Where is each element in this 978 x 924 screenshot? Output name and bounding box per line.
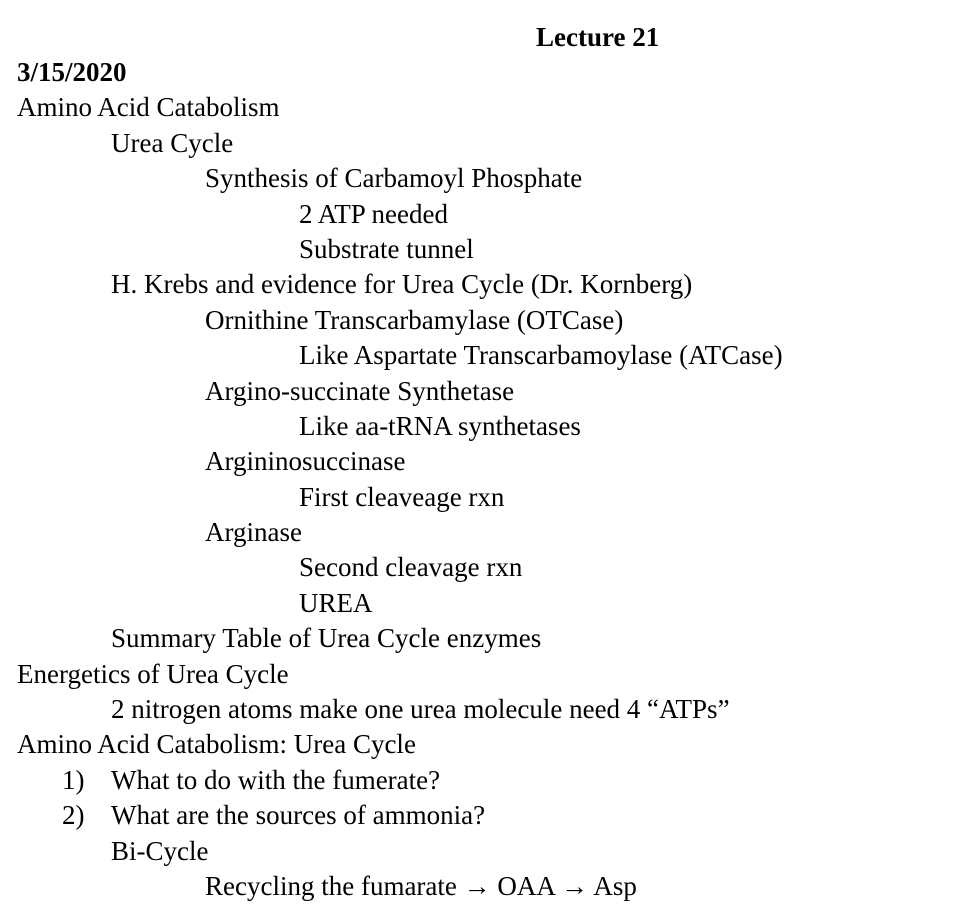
outline-item: Argininosuccinase xyxy=(205,446,406,477)
list-number: 1) xyxy=(62,764,85,795)
outline-item: 2 nitrogen atoms make one urea molecule need 4 “ATPs” xyxy=(111,694,730,725)
outline-item: Like aa-tRNA synthetases xyxy=(299,410,581,441)
lecture-date: 3/15/2020 xyxy=(17,57,127,87)
numbered-item-text: What to do with the fumerate? xyxy=(111,764,441,795)
outline-item: 2 ATP needed xyxy=(299,198,448,229)
outline-item: Amino Acid Catabolism: Urea Cycle xyxy=(17,729,416,760)
outline-item: Recycling the fumarate → OAA → Asp xyxy=(205,870,637,901)
outline-item: First cleaveage rxn xyxy=(299,481,505,512)
outline-item: Ornithine Transcarbamylase (OTCase) xyxy=(205,304,624,335)
outline-item: Energetics of Urea Cycle xyxy=(17,658,289,689)
outline-item: Second cleavage rxn xyxy=(299,552,523,583)
outline-item: Synthesis of Carbamoyl Phosphate xyxy=(205,163,583,194)
notes-outline xyxy=(0,55,978,904)
numbered-item xyxy=(0,763,978,798)
outline-item: Bi-Cycle xyxy=(111,835,209,866)
outline-item: Urea Cycle xyxy=(111,127,234,158)
outline-item: UREA xyxy=(299,587,373,618)
outline-item: Substrate tunnel xyxy=(299,233,474,264)
numbered-item-text: What are the sources of ammonia? xyxy=(111,800,486,831)
outline-item: Arginase xyxy=(205,517,302,548)
list-number: 2) xyxy=(62,800,85,831)
outline-item: Summary Table of Urea Cycle enzymes xyxy=(111,623,542,654)
numbered-item xyxy=(0,798,978,833)
outline-item: Argino-succinate Synthetase xyxy=(205,375,515,406)
outline-item: Like Aspartate Transcarbamoylase (ATCase) xyxy=(299,340,783,371)
outline-item: H. Krebs and evidence for Urea Cycle (Dr. Kornberg) xyxy=(111,269,693,300)
lecture-title: Lecture 21 xyxy=(536,22,660,52)
outline-item: Amino Acid Catabolism xyxy=(17,92,280,123)
